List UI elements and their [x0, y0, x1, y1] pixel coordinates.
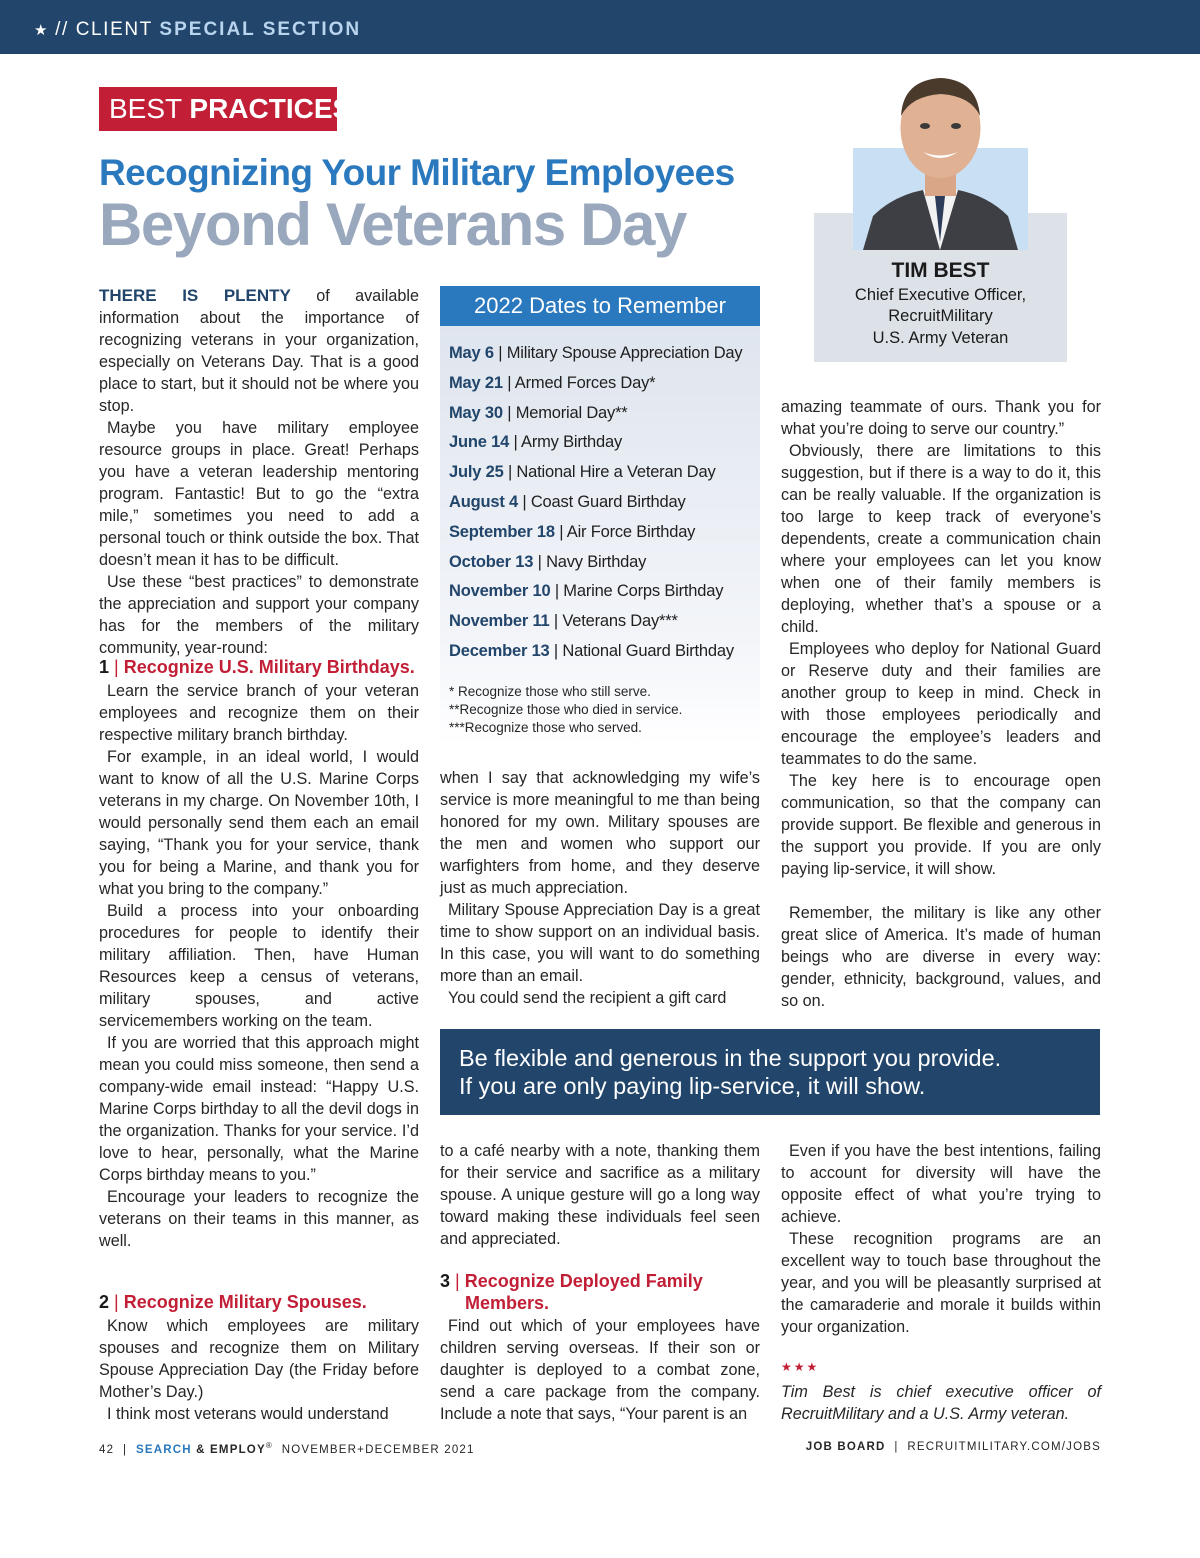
paragraph: Encourage your leaders to recognize the veterans on their teams in this manner, as well. — [99, 1188, 419, 1250]
paragraph: Know which employees are military spouses and recognize them on Military Spouse Appreciation Day (the Friday before Mother’s Day.) — [99, 1317, 419, 1401]
date-row: May 6 | Military Spouse Appreciation Day — [449, 344, 743, 362]
date-row: November 10 | Marine Corps Birthday — [449, 582, 724, 601]
date-event: Military Spouse Appreciation Day — [506, 344, 743, 362]
divider-stars: ★★★ — [781, 1360, 820, 1374]
paragraph: Learn the service branch of your veteran employees and recognize them on their respective military branch birthday. — [99, 682, 419, 744]
date-event: Veterans Day*** — [562, 612, 678, 631]
date-label: September 18 — [449, 522, 555, 541]
pull-quote-line2: If you are only paying lip-service, it will show. — [459, 1073, 926, 1099]
date-label: June 14 — [449, 433, 510, 452]
paragraph: Even if you have the best intentions, failing to account for diversity will have the opposite effect of what you’re trying to achieve. — [781, 1142, 1101, 1226]
tag-bold: PRACTICES — [189, 93, 352, 124]
section-header-band — [0, 0, 1200, 54]
subhead-title-cont: Members. — [465, 1293, 550, 1313]
tag-light: BEST — [109, 93, 182, 124]
date-event: National Hire a Veteran Day — [516, 463, 716, 482]
dates-box-title: 2022 Dates to Remember — [440, 286, 760, 326]
col3-lower — [781, 1140, 1101, 1338]
registered-mark: ® — [265, 1441, 273, 1450]
date-label: May 30 — [449, 403, 503, 422]
paragraph: For example, in an ideal world, I would want to know of all the U.S. Marine Corps veterans in my charge. On November 10th, I would personally send them each an email saying, “Thank you for your service, thank you for being a Marine, and thank you for what you bring to the company.” — [99, 748, 419, 898]
date-label: November 10 — [449, 582, 551, 601]
paragraph: to a café nearby with a note, thanking them for their service and sacrifice as a military spouse. A unique gesture will go a long way toward making these individuals feel seen and appreciated. — [440, 1142, 760, 1248]
page-number: 42 — [99, 1443, 115, 1456]
date-event: National Guard Birthday — [562, 642, 734, 660]
magazine-brand: SEARCH — [135, 1443, 192, 1456]
subhead-1: 1 | Recognize U.S. Military Birthdays. — [99, 657, 415, 677]
date-event: Memorial Day** — [515, 403, 628, 422]
date-event: Coast Guard Birthday — [530, 493, 686, 511]
author-role-line3: U.S. Army Veteran — [872, 329, 1009, 347]
paragraph: These recognition programs are an excellent way to touch base throughout the year, and you will be pleasantly surprised at the camaraderie and morale it builds within your organization. — [781, 1230, 1101, 1336]
section-prefix: // CLIENT — [55, 19, 153, 40]
paragraph: Obviously, there are limitations to this suggestion, but if there is a way to do it, this can be really valuable. If the organization is too large to keep track of everyone’s dependents, create a communication chain where your employees can let you know when one of their family members is deploying, whether that’s a spouse or a child. — [781, 442, 1101, 636]
subhead-title: Recognize Deployed Family — [464, 1271, 703, 1291]
subhead-title: Recognize U.S. Military Birthdays. — [123, 657, 415, 677]
subhead-2: 2 | Recognize Military Spouses. — [99, 1292, 367, 1312]
best-practices-tag — [99, 87, 352, 131]
date-event: Army Birthday — [521, 433, 623, 452]
job-board-label: JOB BOARD — [805, 1441, 886, 1453]
subhead-number: 1 — [99, 657, 110, 677]
col1-section1 — [99, 680, 419, 1252]
author-photo — [853, 66, 1028, 250]
paragraph: Employees who deploy for National Guard or Reserve duty and their families are another group to keep in mind. Check in with those employees periodically and encourage the employee’s leaders and teammates to do the same. — [781, 640, 1101, 768]
issue-date: NOVEMBER+DECEMBER 2021 — [281, 1443, 475, 1456]
author-role-line2: RecruitMilitary — [888, 307, 993, 325]
date-label: July 25 — [449, 463, 504, 482]
footer-right: JOB BOARD | RECRUITMILITARY.COM/JOBS — [805, 1441, 1101, 1453]
section-name: SPECIAL SECTION — [159, 19, 362, 40]
date-row: October 13 | Navy Birthday — [449, 552, 647, 571]
paragraph: Military Spouse Appreciation Day is a great time to show support on an individual basis. In this case, you will want to do something more than an email. — [440, 901, 760, 985]
date-row: August 4 | Coast Guard Birthday — [449, 493, 686, 511]
date-label: December 13 — [449, 642, 550, 660]
paragraph: You could send the recipient a gift card — [448, 989, 727, 1007]
date-event: Marine Corps Birthday — [563, 582, 724, 601]
pull-quote-line1: Be flexible and generous in the support you provide. — [459, 1045, 1002, 1071]
date-label: October 13 — [449, 552, 534, 571]
author-name: TIM BEST — [891, 259, 990, 282]
date-label: August 4 — [449, 493, 518, 511]
date-row: September 18 | Air Force Birthday — [449, 522, 696, 541]
dates-note: **Recognize those who died in service. — [449, 702, 683, 717]
section-label — [34, 19, 361, 41]
paragraph: Find out which of your employees have children serving overseas. If their son or daughter is deployed to a combat zone, send a care package from the company. Include a note that says, “Your parent is an — [440, 1317, 760, 1423]
date-row: June 14 | Army Birthday — [449, 433, 623, 452]
col3-upper — [781, 396, 1101, 1012]
lead-in: THERE IS PLENTY — [99, 286, 291, 305]
magazine-brand-amp: & EMPLOY — [196, 1443, 266, 1456]
article-title-line1: Recognizing Your Military Employees — [99, 152, 735, 193]
date-row: July 25 | National Hire a Veteran Day — [449, 463, 716, 482]
subhead-3: 3 | Recognize Deployed Family Members. — [440, 1271, 703, 1313]
paragraph: Use these “best practices” to demonstrate the appreciation and support your company has for the members of the military community, year-round: — [99, 573, 419, 657]
date-row: May 30 | Memorial Day** — [449, 403, 628, 422]
star-icon: ★ — [34, 22, 50, 39]
date-event: Navy Birthday — [546, 552, 647, 571]
date-label: May 21 — [449, 373, 503, 392]
job-board-url[interactable]: RECRUITMILITARY.COM/JOBS — [907, 1441, 1101, 1453]
paragraph: Maybe you have military employee resource groups in place. Great! Perhaps you have a veteran leadership mentoring program. Fantastic! But to go the “extra mile,” sometimes you need to add a personal touch or think outside the box. That doesn’t mean it has to be difficult. — [99, 419, 419, 569]
paragraph: The key here is to encourage open communication, so that the company can provide support. Be flexible and generous in the support you provide. If you are only paying lip-service, it will show. — [781, 772, 1101, 878]
paragraph: amazing teammate of ours. Thank you for what you’re doing to serve our country.” — [781, 398, 1101, 438]
dates-note: * Recognize those who still serve. — [449, 684, 651, 699]
footer-left: 42 | SEARCH & EMPLOY® NOVEMBER+DECEMBER 2021 — [99, 1441, 475, 1456]
paragraph: Remember, the military is like any other great slice of America. It’s made of human beings who are diverse in every way: gender, ethnicity, background, values, and so on. — [781, 904, 1101, 1010]
paragraph: when I say that acknowledging my wife’s service is more meaningful to me than being honored for my own. Military spouses are the men and women who support our warfighters from home, and they deserve just as much appreciation. — [440, 769, 760, 897]
date-row: December 13 | National Guard Birthday — [449, 642, 734, 660]
article-title-line2: Beyond Veterans Day — [99, 191, 686, 258]
lead-rest: of available information about the importance of recognizing veterans in your organization, especially on Veterans Day. That is a good place to start, but it should not be where you stop. — [99, 287, 419, 415]
bio-text: Tim Best is chief executive officer of RecruitMilitary and a U.S. Army veteran. — [781, 1383, 1101, 1423]
paragraph: I think most veterans would understand — [107, 1405, 389, 1423]
subhead-number: 3 — [440, 1271, 451, 1291]
dates-note: ***Recognize those who served. — [449, 720, 642, 735]
date-row: May 21 | Armed Forces Day* — [449, 373, 656, 392]
col2-upper — [440, 767, 760, 1009]
pull-quote — [440, 1029, 1100, 1115]
date-label: November 11 — [449, 612, 550, 631]
date-event: Armed Forces Day* — [514, 373, 656, 392]
paragraph: If you are worried that this approach might mean you could miss someone, then send a company-wide email instead: “Happy U.S. Marine Corps birthday to all the devil dogs in the organization. Thanks for your service. I’d love to hear, personally, what the Marine Corps birthday means to you.” — [99, 1034, 419, 1184]
col1-intro — [99, 285, 419, 659]
col1-section2 — [99, 1315, 419, 1425]
author-bio — [781, 1381, 1101, 1425]
author-role-line1: Chief Executive Officer, — [854, 286, 1027, 304]
col2-section3 — [440, 1315, 760, 1425]
col2-lower — [440, 1140, 760, 1250]
date-label: May 6 — [449, 344, 494, 362]
paragraph: Build a process into your onboarding procedures for people to identify their military affiliation. Then, have Human Resources keep a census of veterans, military spouses, and active servicemembers working on the team. — [99, 902, 419, 1030]
date-row: November 11 | Veterans Day*** — [449, 612, 678, 631]
subhead-title: Recognize Military Spouses. — [123, 1292, 367, 1312]
date-event: Air Force Birthday — [566, 522, 696, 541]
subhead-number: 2 — [99, 1292, 110, 1312]
intro-paragraph — [99, 285, 419, 417]
